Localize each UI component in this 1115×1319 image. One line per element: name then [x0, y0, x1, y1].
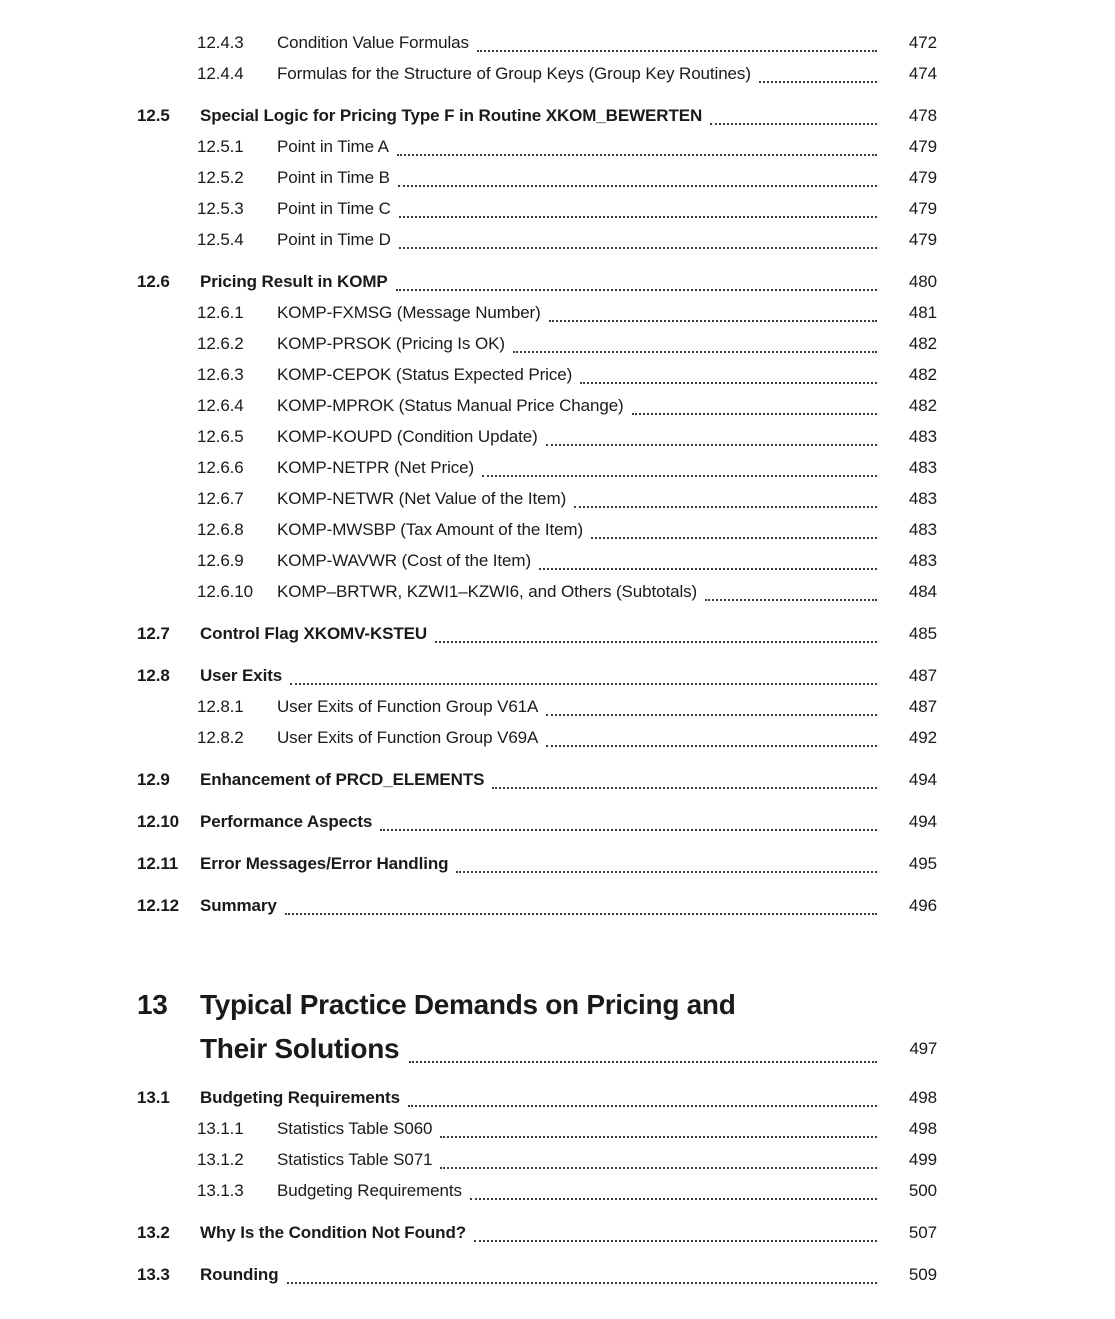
toc-entry-number: 13.1.1	[197, 1119, 244, 1138]
toc-entry-title: Pricing Result in KOMP	[200, 272, 388, 291]
toc-entry-title: KOMP–BRTWR, KZWI1–KZWI6, and Others (Subtotals)	[277, 582, 698, 601]
toc-entry-13.1.2	[197, 1144, 937, 1175]
toc-entry-12.6.7	[197, 483, 937, 514]
toc-entry-13.3	[137, 1259, 937, 1290]
dot-leader	[477, 27, 877, 52]
dot-leader	[759, 58, 877, 83]
toc-entry-13.1.3	[197, 1175, 937, 1206]
dot-leader	[440, 1113, 877, 1138]
toc-entry-page: 485	[908, 624, 937, 643]
toc-entry-number: 12.5.2	[197, 168, 244, 187]
toc-entry-page: 483	[908, 520, 937, 539]
toc-entry-title: Point in Time A	[277, 137, 389, 156]
toc-entry-page: 479	[908, 168, 937, 187]
dot-leader	[474, 1217, 877, 1242]
toc-entry-page: 483	[908, 489, 937, 508]
dot-leader	[580, 359, 877, 384]
toc-entry-12.6.10	[197, 576, 937, 607]
toc-entry-12.5.4	[197, 224, 937, 255]
toc-entry-page: 487	[908, 666, 937, 685]
toc-entry-page: 482	[908, 396, 937, 415]
dot-leader	[591, 514, 877, 539]
toc-entry-title: KOMP-CEPOK (Status Expected Price)	[277, 365, 573, 384]
toc-entry-12.6.8	[197, 514, 937, 545]
toc-entry-number: 12.5.1	[197, 137, 244, 156]
toc-entry-12.11	[137, 848, 937, 879]
toc-entry-page: 474	[908, 64, 937, 83]
toc-entry-page: 497	[909, 1039, 937, 1058]
toc-entry-title: Special Logic for Pricing Type F in Routine XKOM_BEWERTEN	[200, 106, 703, 125]
dot-leader	[513, 328, 877, 353]
toc-entry-title: KOMP-MPROK (Status Manual Price Change)	[277, 396, 624, 415]
toc-entry-page: 494	[908, 770, 937, 789]
toc-entry-title: KOMP-NETPR (Net Price)	[277, 458, 475, 477]
toc-entry-title: Condition Value Formulas	[277, 33, 469, 52]
toc-entry-number: 12.6.1	[197, 303, 244, 322]
toc-entry-number: 12.8.2	[197, 728, 244, 747]
toc-entry-page: 499	[908, 1150, 937, 1169]
toc-entry-number: 13.3	[137, 1265, 170, 1284]
toc-entry-number: 12.5.4	[197, 230, 244, 249]
toc-chapter-title-line2-text: Their Solutions	[200, 1033, 400, 1064]
toc-entry-page: 479	[908, 230, 937, 249]
toc-entry-title: KOMP-NETWR (Net Value of the Item)	[277, 489, 567, 508]
toc-entry-page: 483	[908, 551, 937, 570]
toc-entry-12.6.3	[197, 359, 937, 390]
toc-entry-number: 13.1.2	[197, 1150, 244, 1169]
toc-entry-12.9	[137, 764, 937, 795]
dot-leader	[546, 722, 877, 747]
toc-entry-12.6.4	[197, 390, 937, 421]
toc-entry-page: 481	[908, 303, 937, 322]
toc-entry-number: 12.6.7	[197, 489, 244, 508]
dot-leader	[482, 452, 877, 477]
toc-entry-12.12	[137, 890, 937, 921]
toc-entry-page: 498	[908, 1119, 937, 1138]
toc-entry-12.6.2	[197, 328, 937, 359]
toc-entry-number: 12.9	[137, 770, 170, 789]
toc-entry-title: User Exits of Function Group V61A	[277, 697, 539, 716]
dot-leader	[435, 618, 877, 643]
toc-entry-page: 483	[908, 458, 937, 477]
toc-entry-number: 12.10	[137, 812, 180, 831]
toc-entry-title: Point in Time B	[277, 168, 390, 187]
toc-entry-number: 12.6.5	[197, 427, 244, 446]
toc-entry-12.7	[137, 618, 937, 649]
toc-entry-title: Budgeting Requirements	[277, 1181, 462, 1200]
toc-entry-number: 13	[137, 989, 168, 1020]
dot-leader	[380, 806, 877, 831]
toc-entry-12.5.1	[197, 131, 937, 162]
toc-entry-number: 13.1	[137, 1088, 170, 1107]
toc-entry-12.4.3	[197, 27, 937, 58]
toc-entry-13.1.1	[197, 1113, 937, 1144]
toc-entry-number: 12.11	[137, 854, 179, 873]
dot-leader	[539, 545, 877, 570]
dot-leader	[440, 1144, 877, 1169]
toc-entry-page: 498	[908, 1088, 937, 1107]
toc-entry-12.4.4	[197, 58, 937, 89]
toc-entry-title: Control Flag XKOMV-KSTEU	[200, 624, 428, 643]
toc-entry-number: 12.8	[137, 666, 170, 685]
toc-entry-title: KOMP-WAVWR (Cost of the Item)	[277, 551, 532, 570]
dot-leader	[549, 297, 877, 322]
toc-entry-number: 12.4.3	[197, 33, 244, 52]
dot-leader	[290, 660, 877, 685]
toc-entry-12.10	[137, 806, 937, 837]
toc-entry-page: 484	[908, 582, 937, 601]
toc-entry-number: 12.5	[137, 106, 170, 125]
toc-entry-number: 12.6.4	[197, 396, 244, 415]
dot-leader	[409, 1027, 877, 1063]
toc-entry-title: Statistics Table S060	[277, 1119, 433, 1138]
dot-leader	[399, 193, 877, 218]
dot-leader	[632, 390, 877, 415]
toc-entry-title: User Exits	[200, 666, 283, 685]
dot-leader	[470, 1175, 877, 1200]
toc-entry-number: 12.6.9	[197, 551, 244, 570]
toc-entry-12.6.9	[197, 545, 937, 576]
toc-entry-12.8.2	[197, 722, 937, 753]
toc-entry-page: 479	[908, 199, 937, 218]
toc-entry-page: 496	[908, 896, 937, 915]
dot-leader	[492, 764, 877, 789]
toc-entry-page: 495	[908, 854, 937, 873]
toc-entry-13	[137, 983, 937, 1071]
toc-entry-page: 507	[908, 1223, 937, 1242]
toc-list	[137, 27, 937, 1290]
toc-entry-title: Point in Time D	[277, 230, 391, 249]
toc-entry-number: 12.6	[137, 272, 170, 291]
toc-entry-title: User Exits of Function Group V69A	[277, 728, 539, 747]
toc-chapter-title-line2	[200, 1027, 937, 1071]
toc-entry-number: 12.6.10	[197, 582, 254, 601]
dot-leader	[399, 224, 877, 249]
toc-entry-number: 12.6.3	[197, 365, 244, 384]
toc-chapter-title-line1: Typical Practice Demands on Pricing and	[200, 989, 736, 1020]
toc-entry-number: 12.7	[137, 624, 170, 643]
toc-entry-12.5.3	[197, 193, 937, 224]
toc-entry-number: 12.5.3	[197, 199, 244, 218]
toc-entry-12.6.1	[197, 297, 937, 328]
toc-entry-12.6.5	[197, 421, 937, 452]
toc-entry-12.6	[137, 266, 937, 297]
dot-leader	[710, 100, 877, 125]
dot-leader	[397, 131, 877, 156]
toc-entry-title: Enhancement of PRCD_ELEMENTS	[200, 770, 485, 789]
toc-entry-title: KOMP-KOUPD (Condition Update)	[277, 427, 538, 446]
toc-entry-number: 12.6.8	[197, 520, 244, 539]
toc-entry-number: 13.1.3	[197, 1181, 244, 1200]
toc-entry-page: 483	[908, 427, 937, 446]
toc-entry-title: KOMP-MWSBP (Tax Amount of the Item)	[277, 520, 584, 539]
toc-entry-12.8.1	[197, 691, 937, 722]
dot-leader	[396, 266, 877, 291]
toc-entry-number: 12.6.2	[197, 334, 244, 353]
toc-entry-number: 12.4.4	[197, 64, 244, 83]
toc-entry-title: Summary	[200, 896, 277, 915]
toc-entry-title: Statistics Table S071	[277, 1150, 433, 1169]
toc-entry-title: KOMP-FXMSG (Message Number)	[277, 303, 541, 322]
toc-entry-page: 472	[908, 33, 937, 52]
toc-entry-page: 478	[908, 106, 937, 125]
dot-leader	[546, 691, 877, 716]
dot-leader	[398, 162, 877, 187]
toc-entry-page: 500	[908, 1181, 937, 1200]
toc-entry-number: 12.12	[137, 896, 180, 915]
toc-entry-title: Formulas for the Structure of Group Keys (Group Key Routines)	[277, 64, 751, 83]
toc-entry-page: 482	[908, 334, 937, 353]
toc-entry-13.1	[137, 1082, 937, 1113]
toc-entry-number: 13.2	[137, 1223, 170, 1242]
dot-leader	[705, 576, 877, 601]
dot-leader	[287, 1259, 877, 1284]
toc-entry-12.5.2	[197, 162, 937, 193]
dot-leader	[285, 890, 877, 915]
toc-entry-title: Performance Aspects	[200, 812, 373, 831]
dot-leader	[456, 848, 877, 873]
toc-entry-page: 487	[908, 697, 937, 716]
toc-chapter-title-block	[200, 983, 937, 1071]
toc-entry-title: Error Messages/Error Handling	[200, 854, 449, 873]
toc-entry-12.5	[137, 100, 937, 131]
toc-entry-title: Point in Time C	[277, 199, 391, 218]
toc-entry-page: 482	[908, 365, 937, 384]
toc-entry-number: 12.6.6	[197, 458, 244, 477]
toc-entry-page: 494	[908, 812, 937, 831]
toc-entry-number: 12.8.1	[197, 697, 244, 716]
toc-entry-12.6.6	[197, 452, 937, 483]
dot-leader	[408, 1082, 877, 1107]
dot-leader	[574, 483, 877, 508]
toc-entry-page: 492	[908, 728, 937, 747]
toc-entry-page: 509	[908, 1265, 937, 1284]
toc-entry-page: 480	[908, 272, 937, 291]
toc-entry-title: KOMP-PRSOK (Pricing Is OK)	[277, 334, 505, 353]
toc-entry-title: Budgeting Requirements	[200, 1088, 400, 1107]
toc-entry-12.8	[137, 660, 937, 691]
toc-entry-page: 479	[908, 137, 937, 156]
toc-entry-title: Rounding	[200, 1265, 279, 1284]
dot-leader	[546, 421, 877, 446]
toc-entry-title: Why Is the Condition Not Found?	[200, 1223, 467, 1242]
toc-entry-13.2	[137, 1217, 937, 1248]
